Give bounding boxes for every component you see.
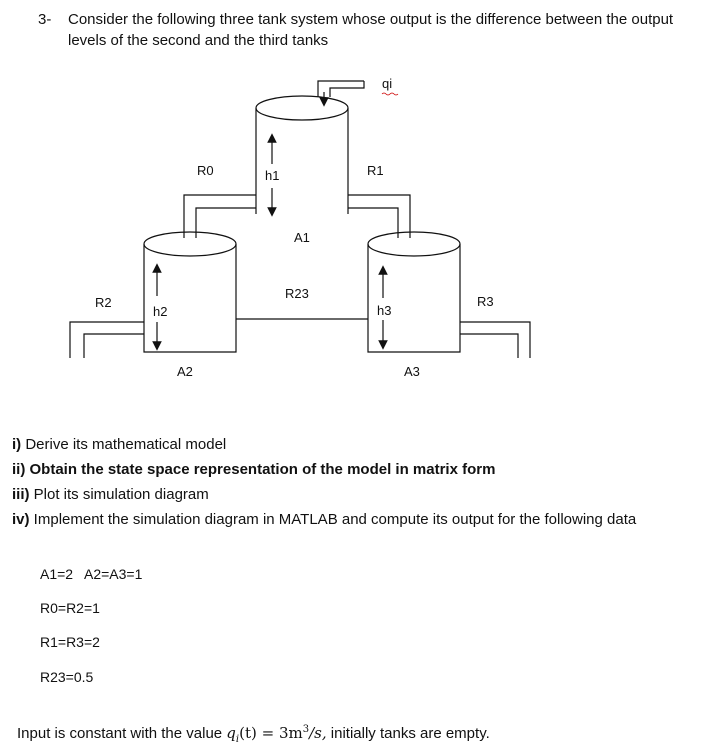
inflow-pipe: [318, 81, 364, 97]
label-r3: R3: [477, 294, 494, 309]
label-h2: h2: [153, 304, 168, 319]
label-r2: R2: [95, 295, 112, 310]
question-number: 3-: [38, 11, 52, 28]
label-r1: R1: [367, 163, 384, 178]
task-iv: iv) Implement the simulation diagram in MATLAB and compute its output for the following data: [12, 511, 637, 528]
data-areas: A1=2 A2=A3=1: [40, 566, 143, 582]
tank-1-body: [256, 108, 348, 214]
label-r0: R0: [197, 163, 214, 178]
footer-input-statement: Input is constant with the value $q_i(t) = 3m^3/s$, initially tanks are empty.: [17, 724, 490, 745]
pipe-r1: [348, 195, 410, 238]
label-h1: h1: [265, 168, 280, 183]
label-a2: A2: [177, 364, 193, 379]
question-text-line-2: levels of the second and the third tanks: [68, 32, 329, 49]
pipe-r3: [460, 322, 530, 358]
pipe-r2: [70, 322, 144, 358]
label-qi: qi: [382, 76, 393, 91]
tank-1-top: [256, 96, 348, 120]
label-a3: A3: [404, 364, 420, 379]
data-r1-r3: R1=R3=2: [40, 634, 100, 650]
label-r23: R23: [285, 286, 309, 301]
data-r0-r2: R0=R2=1: [40, 600, 100, 616]
task-i: i) Derive its mathematical model: [12, 436, 227, 453]
question-text-line-1: Consider the following three tank system whose output is the difference between the output: [68, 11, 674, 28]
task-iii: iii) Plot its simulation diagram: [12, 486, 209, 503]
label-a1: A1: [294, 230, 310, 245]
task-ii: ii) Obtain the state space representation of the model in matrix form: [12, 461, 496, 478]
spellcheck-underline: [382, 93, 398, 95]
label-h3: h3: [377, 303, 392, 318]
tank-3-body: [368, 244, 460, 352]
tank-3-top: [368, 232, 460, 256]
tank-2-body: [144, 244, 236, 352]
tank-2-top: [144, 232, 236, 256]
data-r23: R23=0.5: [40, 669, 94, 685]
